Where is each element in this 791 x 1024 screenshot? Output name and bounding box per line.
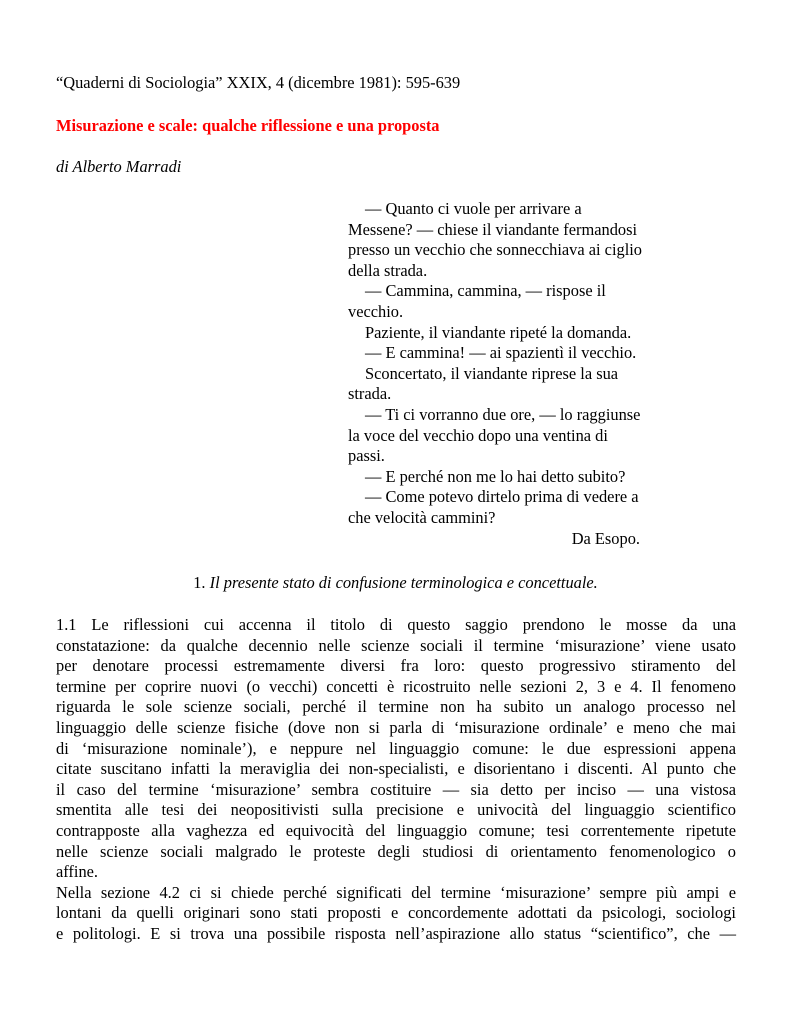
article-title: Misurazione e scale: qualche riflessione e una proposta	[56, 116, 440, 135]
article-author: di Alberto Marradi	[56, 157, 182, 176]
epigraph-line: — Quanto ci vuole per arrivare a	[365, 199, 582, 218]
epigraph-line: — Ti ci vorranno due ore, — lo raggiunse	[365, 404, 641, 424]
body-line: lontani da quelli originari sono stati proposti e concordemente adottati da psicologi, sociologi	[56, 903, 736, 923]
epigraph-line: vecchio.	[348, 301, 404, 321]
epigraph-line: passi.	[348, 446, 385, 466]
section-heading	[0, 573, 791, 594]
body-line: termine per coprire nuovi (o vecchi) concetti è ricostruito nelle sezioni 2, 3 e 4. Il fenomeno	[56, 676, 736, 696]
epigraph-line: — E cammina! — ai spazientì il vecchio.	[365, 343, 637, 363]
section-number: 1.	[193, 573, 206, 592]
epigraph-source: Da Esopo.	[571, 528, 640, 548]
epigraph-line: — Cammina, cammina, — rispose il	[365, 281, 606, 301]
body-line: nelle scienze sociali malgrado le proteste degli studiosi di orientamento fenomenologico o	[56, 841, 736, 861]
epigraph-line: la voce del vecchio dopo una ventina di	[348, 425, 608, 445]
epigraph-line: che velocità cammini?	[348, 507, 496, 527]
epigraph-line: della strada.	[348, 260, 428, 280]
body-text	[56, 615, 736, 945]
body-line: Nella sezione 4.2 ci si chiede perché significati del termine ‘misurazione’ sempre più ampi e	[56, 882, 736, 902]
section-title: Il presente stato di confusione terminologica e concettuale.	[209, 573, 598, 592]
body-line: 1.1 Le riflessioni cui accenna il titolo di questo saggio prendono le mosse da una	[56, 615, 736, 634]
body-line: il caso del termine ‘misurazione’ sembra costituire — sia detto per inciso — una vistosa	[56, 779, 736, 799]
epigraph-line: strada.	[348, 384, 392, 404]
body-line: di ‘misurazione nominale’), e neppure nel linguaggio comune: le due espressioni appena	[56, 738, 736, 758]
body-line: per denotare processi estremamente diversi fra loro: questo progressivo stiramento del	[56, 656, 736, 676]
epigraph	[348, 199, 688, 549]
body-line: contrapposte alla vaghezza ed equivocità del linguaggio comune; tesi correntemente ripetute	[56, 820, 736, 840]
epigraph-line: Messene? — chiese il viandante fermandosi	[348, 219, 638, 239]
epigraph-line: — Come potevo dirtelo prima di vedere a	[365, 487, 639, 507]
epigraph-line: Paziente, il viandante ripeté la domanda.	[365, 322, 632, 342]
body-line: citate suscitano infatti la meraviglia dei non-specialisti, e disorientano i discenti. Al punto che	[56, 759, 736, 779]
epigraph-line: Sconcertato, il viandante riprese la sua	[365, 363, 619, 383]
body-line: affine.	[56, 862, 99, 882]
epigraph-line: — E perché non me lo hai detto subito?	[365, 466, 626, 486]
body-line: riguarda le sole scienze sociali, perché il termine non ha subito un analogo processo nel	[56, 697, 736, 717]
epigraph-line: presso un vecchio che sonnecchiava ai ciglio	[348, 240, 643, 260]
body-line: linguaggio delle scienze fisiche (dove non si parla di ‘misurazione ordinale’ e meno che mai	[56, 717, 736, 737]
body-line: constatazione: da qualche decennio nelle scienze sociali il termine ‘misurazione’ viene usato	[56, 635, 736, 655]
body-line: smentita alle tesi dei neopositivisti sulla precisione e univocità del linguaggio scientifico	[56, 800, 736, 820]
body-line: e politologi. E si trova una possibile risposta nell’aspirazione allo status “scientifico”, che —	[56, 923, 736, 943]
journal-citation: “Quaderni di Sociologia” XXIX, 4 (dicembre 1981): 595-639	[56, 73, 461, 92]
